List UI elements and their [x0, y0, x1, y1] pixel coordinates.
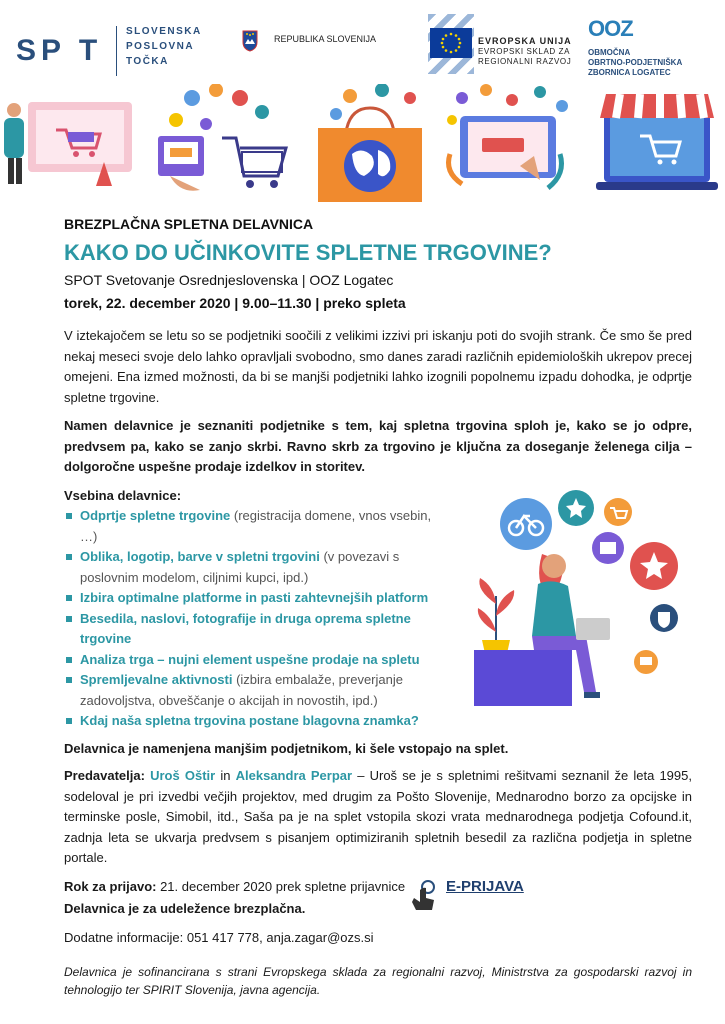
item-title: Analiza trga – nujni element uspešne prodaje na spletu [80, 651, 420, 667]
comment-icon [634, 650, 658, 674]
shield-icon [650, 604, 678, 632]
cart-icon [604, 498, 632, 526]
content-list [64, 506, 448, 732]
speakers-join: in [215, 768, 236, 783]
purpose-paragraph: Namen delavnice je seznaniti podjetnike s tem, kaj spletna trgovina sploh je, kako se jo odpre, predvsem pa, kako se zanjo skrbi. Ravno skrb za trgovino je ključna za doseganje želenega cilja – dolgoročne uspešne prodaje izdelkov in storitev. [64, 418, 692, 474]
divider [116, 26, 117, 76]
item-title: Kdaj naša spletna trgovina postane blagovna znamka? [80, 713, 419, 728]
contact-info: Dodatne informacije: 051 417 778, anja.zagar@ozs.si [64, 930, 374, 945]
shopping-illustrations [0, 84, 725, 204]
eu-title: EVROPSKA UNIJA [478, 36, 572, 46]
list-item [64, 670, 448, 711]
speaker-name: Uroš Oštir [150, 768, 216, 783]
shopping-bag-globe-illustration [318, 84, 422, 202]
slovenia-coat-of-arms-icon [242, 30, 258, 52]
item-title: Spremljevalne aktivnosti [80, 672, 233, 687]
spot-subtitle [126, 24, 202, 69]
spot-line: POSLOVNA [126, 41, 195, 52]
item-title: Oblika, logotip, barve v spletni trgovini [80, 549, 320, 564]
logo-bar [0, 10, 725, 80]
spot-logo [16, 34, 102, 68]
ooz-line: OBRTNO-PODJETNIŠKA [588, 58, 683, 67]
tablet-cart-illustration [158, 84, 286, 191]
event-label: BREZPLAČNA SPLETNA DELAVNICA [64, 216, 314, 232]
star-icon [558, 490, 594, 526]
laptop-cart-illustration [4, 102, 132, 186]
eu-line: EVROPSKI SKLAD ZA [478, 47, 571, 56]
spot-line: SLOVENSKA [126, 26, 202, 37]
item-title: Izbira optimalne platforme in pasti zahtevnejših platform [80, 590, 429, 605]
ooz-line: ZBORNICA LOGATEC [588, 68, 671, 77]
republika-text: REPUBLIKA SLOVENIJA [274, 34, 377, 44]
eu-line: REGIONALNI RAZVOJ [478, 57, 572, 66]
ooz-mark: OOZ [588, 16, 633, 41]
item-detail: (izbira embalaže, preverjanje zadovoljstva, obveščanje o akcijah in novostih, ipd.) [80, 672, 403, 708]
content-heading: Vsebina delavnice: [64, 488, 182, 503]
item-title: Besedila, naslovi, fotografije in druga oprema spletne trgovine [80, 610, 411, 646]
list-item [64, 650, 448, 671]
ooz-text [588, 48, 682, 78]
box-icon [592, 532, 624, 564]
funding-footer: Delavnica je sofinancirana s strani Evropskega sklada za regionalni razvoj, Ministrstva za gospodarski razvoj in tehnologijo ter SPIRIT Slovenija, javna agencija. [64, 965, 692, 997]
item-title: Odprtje spletne trgovine [80, 508, 231, 523]
audience-note: Delavnica je namenjena manjšim podjetnikom, ki šele vstopajo na splet. [64, 741, 509, 756]
speakers-paragraph [64, 766, 692, 869]
plant-icon [478, 578, 514, 658]
spot-logo-text: SP T [16, 34, 103, 67]
registration-deadline [64, 879, 692, 894]
ooz-line: OBMOČNA [588, 48, 631, 57]
bicycle-icon [500, 498, 552, 550]
list-item [64, 711, 448, 732]
list-item [64, 547, 448, 588]
woman-laptop-illustration [468, 486, 698, 706]
deadline-text: 21. december 2020 prek spletne prijavnice [156, 879, 406, 894]
speakers-label: Predavatelja: [64, 768, 145, 783]
spot-line: TOČKA [126, 56, 169, 67]
item-detail: (registracija domene, vnos vsebin, …) [80, 508, 432, 544]
eu-flag-icon [430, 28, 472, 58]
seat-block [474, 650, 572, 706]
event-organizer: SPOT Svetovanje Osrednjeslovenska | OOZ Logatec [64, 272, 394, 288]
laptop-store-illustration [596, 94, 718, 190]
eu-text [478, 36, 572, 67]
list-item [64, 506, 448, 547]
e-prijava-link[interactable]: E-PRIJAVA [446, 878, 524, 895]
list-item [64, 588, 448, 609]
speakers-bio: – Uroš se je s spletnimi rešitvami seznanil že leta 1995, sodeloval je pri izvedbi večjih projektov, med drugim za Pošto Slovenije, Mednarodno borzo za opcijske in terminske posle, Simobil, itd., Saša pa je na splet vstopila skozi vrata mednarodnega podjetja Cofound.it, zadnja leta se ukvarja predvsem s pisanjem optimiziranih spletnih besedil za različna podjetja in spletne portale. [64, 768, 692, 865]
intro-paragraph: V iztekajočem se letu so se podjetniki soočili z velikimi izzivi pri iskanju poti do svojih strank. Če smo še pred nekaj meseci svoje delo lahko opravljali svobodno, smo danes zaradi različnih epidemioloških ukrepov precej omejeni. Ena izmed možnosti, da bi se manjši podjetniki lahko izognili popolnemu izpadu dohodka, je odprtje spletne trgovine. [64, 328, 692, 405]
event-date: torek, 22. december 2020 | 9.00–11.30 | preko spleta [64, 295, 406, 311]
free-note: Delavnica je za udeležence brezplačna. [64, 901, 306, 916]
item-detail: (v povezavi s poslovnim modelom, ciljnimi kupci, ipd.) [80, 549, 400, 585]
favorite-star-icon [630, 542, 678, 590]
speaker-name: Aleksandra Perpar [235, 768, 353, 783]
event-title: KAKO DO UČINKOVITE SPLETNE TRGOVINE? [64, 240, 552, 265]
tablet-buy-illustration [447, 84, 568, 188]
deadline-label: Rok za prijavo: [64, 879, 157, 894]
list-item [64, 609, 448, 650]
